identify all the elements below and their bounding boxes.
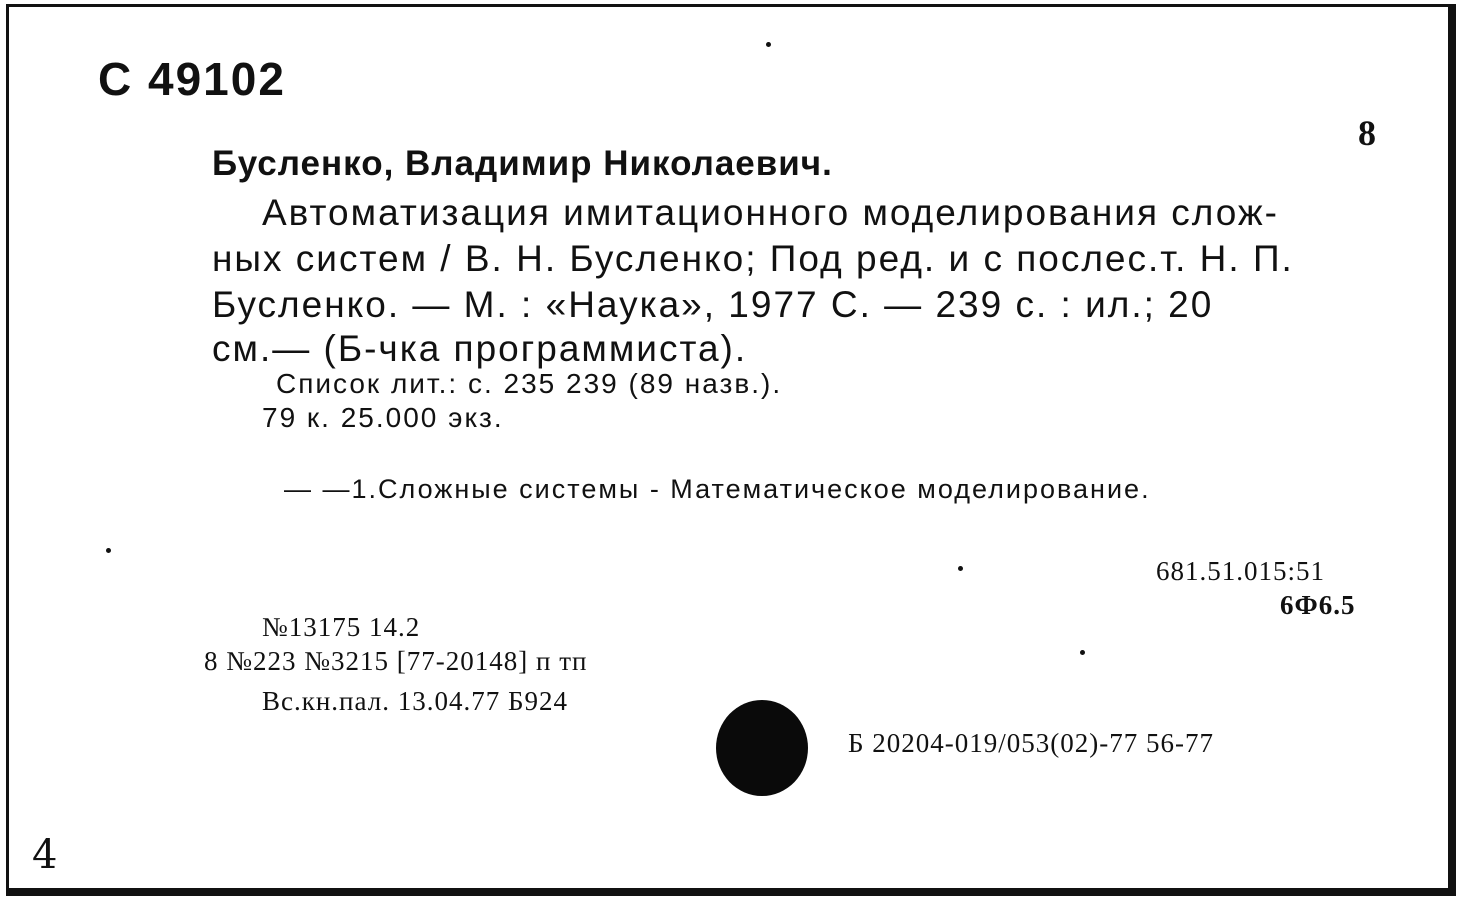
print-speck xyxy=(958,566,963,571)
record-line: Вс.кн.пал. 13.04.77 Б924 xyxy=(262,686,568,716)
corner-number: 8 xyxy=(1358,113,1376,153)
subject-headings: — —1.Сложные системы - Математическое моделирование. xyxy=(284,474,1151,504)
print-speck xyxy=(1080,650,1085,655)
card-punch-hole xyxy=(716,700,808,796)
description-line: Бусленко. — М. : «Наука», 1977 С. — 239 с. : ил.; 20 xyxy=(212,284,1214,325)
description-line: ных систем / В. Н. Бусленко; Под ред. и с послес.т. Н. П. xyxy=(212,238,1294,279)
udc-code: 681.51.015:51 xyxy=(1156,556,1326,586)
bbk-code: 6Ф6.5 xyxy=(1280,590,1356,620)
record-line: №13175 14.2 xyxy=(262,612,421,642)
print-speck xyxy=(766,42,771,47)
description-line: см.— (Б-чка программиста). xyxy=(212,328,748,369)
bibliography-note: Список лит.: с. 235 239 (89 назв.). xyxy=(276,368,783,399)
author-heading: Бусленко, Владимир Николаевич. xyxy=(212,144,833,183)
shelfmark: С 49102 xyxy=(98,53,286,105)
handwritten-mark: 4 xyxy=(32,832,58,878)
description-line: Автоматизация имитационного моделирования слож- xyxy=(262,192,1279,233)
print-speck xyxy=(106,548,111,553)
record-line: 8 №223 №3215 [77-20148] п тп xyxy=(204,646,588,676)
price-print-run-note: 79 к. 25.000 экз. xyxy=(262,402,504,433)
price-code: Б 20204-019/053(02)-77 56-77 xyxy=(848,728,1214,758)
